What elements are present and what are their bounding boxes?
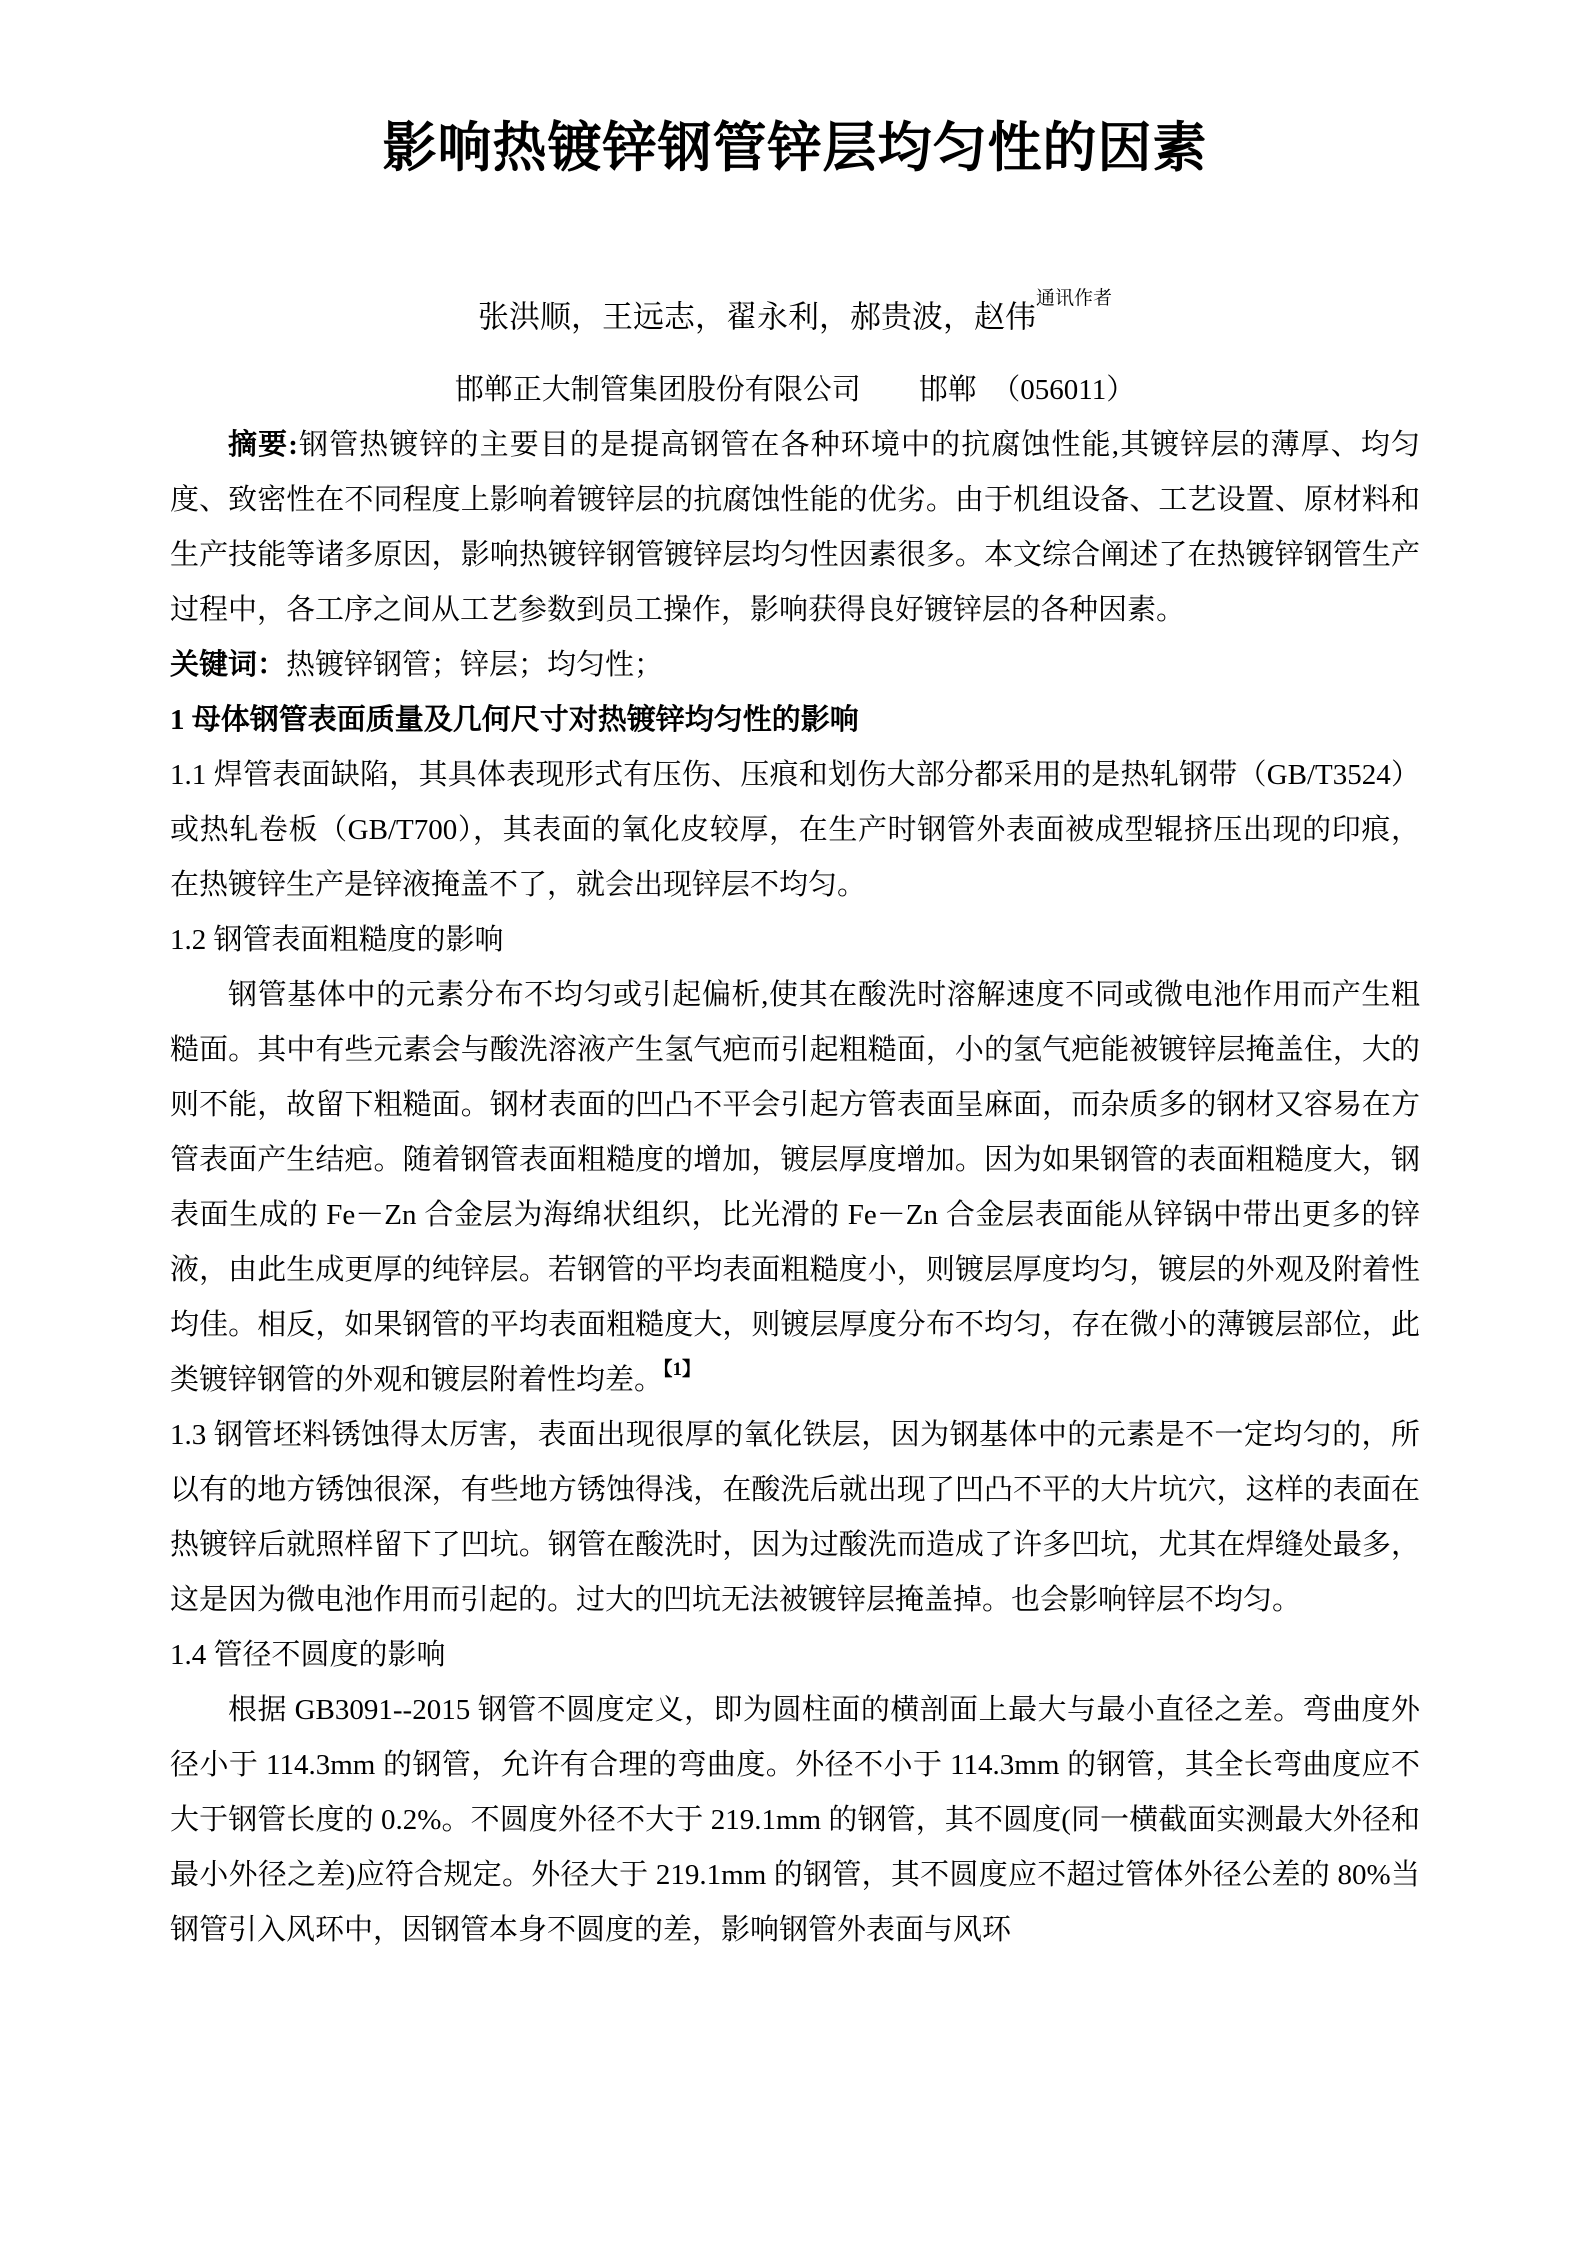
paragraph-1-3: 1.3 钢管坯料锈蚀得太厉害，表面出现很厚的氧化铁层，因为钢基体中的元素是不一定均匀的，所以有的地方锈蚀很深，有些地方锈蚀得浅，在酸洗后就出现了凹凸不平的大片坑穴，这样的表面在热镀锌后就照样留下了凹坑。钢管在酸洗时，因为过酸洗而造成了许多凹坑，尤其在焊缝处最多，这是因为微电池作用而引起的。过大的凹坑无法被镀锌层掩盖掉。也会影响锌层不均匀。	[170, 1419, 1420, 1617]
subheading-1-4: 1.4 管径不圆度的影响	[170, 1639, 446, 1672]
subheading-1-2: 1.2 钢管表面粗糙度的影响	[170, 924, 504, 957]
affiliation-line: 邯郸正大制管集团股份有限公司 邯郸 （056011）	[454, 374, 1136, 407]
keywords-label: 关键词：	[170, 649, 287, 682]
abstract-label: 摘要:	[228, 429, 298, 462]
paragraph-1-2-text: 钢管基体中的元素分布不均匀或引起偏析,使其在酸洗时溶解速度不同或微电池作用而产生粗糙面。其中有些元素会与酸洗溶液产生氢气疤而引起粗糙面，小的氢气疤能被镀锌层掩盖住，大的则不能，故留下粗糙面。钢材表面的凹凸不平会引起方管表面呈麻面，而杂质多的钢材又容易在方管表面产生结疤。随着钢管表面粗糙度的增加，镀层厚度增加。因为如果钢管的表面粗糙度大，钢表面生成的 Fe－Zn 合金层为海绵状组织，比光滑的 Fe－Zn 合金层表面能从锌锅中带出更多的锌液，由此生成更厚的纯锌层。若钢管的平均表面粗糙度小，则镀层厚度均匀，镀层的外观及附着性均佳。相反，如果钢管的平均表面粗糙度大，则镀层厚度分布不均匀，存在微小的薄镀层部位，此类镀锌钢管的外观和镀层附着性均差。	[170, 979, 1420, 1397]
abstract-text: 钢管热镀锌的主要目的是提高钢管在各种环境中的抗腐蚀性能,其镀锌层的薄厚、均匀度、致密性在不同程度上影响着镀锌层的抗腐蚀性能的优劣。由于机组设备、工艺设置、原材料和生产技能等诸多原因，影响热镀锌钢管镀锌层均匀性因素很多。本文综合阐述了在热镀锌钢管生产过程中，各工序之间从工艺参数到员工操作，影响获得良好镀锌层的各种因素。	[170, 429, 1420, 627]
paragraph-1-2	[170, 968, 1420, 1408]
paragraph-1-1: 1.1 焊管表面缺陷，其具体表现形式有压伤、压痕和划伤大部分都采用的是热轧钢带（GB/T3524）或热轧卷板（GB/T700），其表面的氧化皮较厚，在生产时钢管外表面被成型辊挤压出现的印痕，在热镀锌生产是锌液掩盖不了，就会出现锌层不均匀。	[170, 759, 1420, 902]
keywords-paragraph	[170, 638, 1420, 693]
paragraph-1-4: 根据 GB3091--2015 钢管不圆度定义，即为圆柱面的横剖面上最大与最小直径之差。弯曲度外径小于 114.3mm 的钢管，允许有合理的弯曲度。外径不小于 114.3mm 的钢管，其全长弯曲度应不大于钢管长度的 0.2%。不圆度外径不大于 219.1mm 的钢管，其不圆度(同一横截面实测最大外径和最小外径之差)应符合规定。外径大于 219.1mm 的钢管，其不圆度应不超过管体外径公差的 80%当钢管引入风环中，因钢管本身不圆度的差，影响钢管外表面与风环	[170, 1694, 1420, 1947]
citation-1-superscript: 【1】	[663, 1358, 702, 1380]
abstract-paragraph	[170, 418, 1420, 638]
authors-line	[170, 290, 1420, 338]
keywords-text: 热镀锌钢管；锌层；均匀性；	[286, 649, 664, 682]
section-1-heading: 1 母体钢管表面质量及几何尺寸对热镀锌均匀性的影响	[170, 704, 859, 737]
document-body	[170, 418, 1420, 1958]
authors-names: 张洪顺，王远志，翟永利，郝贵波，赵伟	[477, 299, 1036, 335]
paper-title: 影响热镀锌钢管锌层均匀性的因素	[382, 118, 1208, 178]
corresponding-author-superscript: 通讯作者	[1035, 288, 1112, 309]
